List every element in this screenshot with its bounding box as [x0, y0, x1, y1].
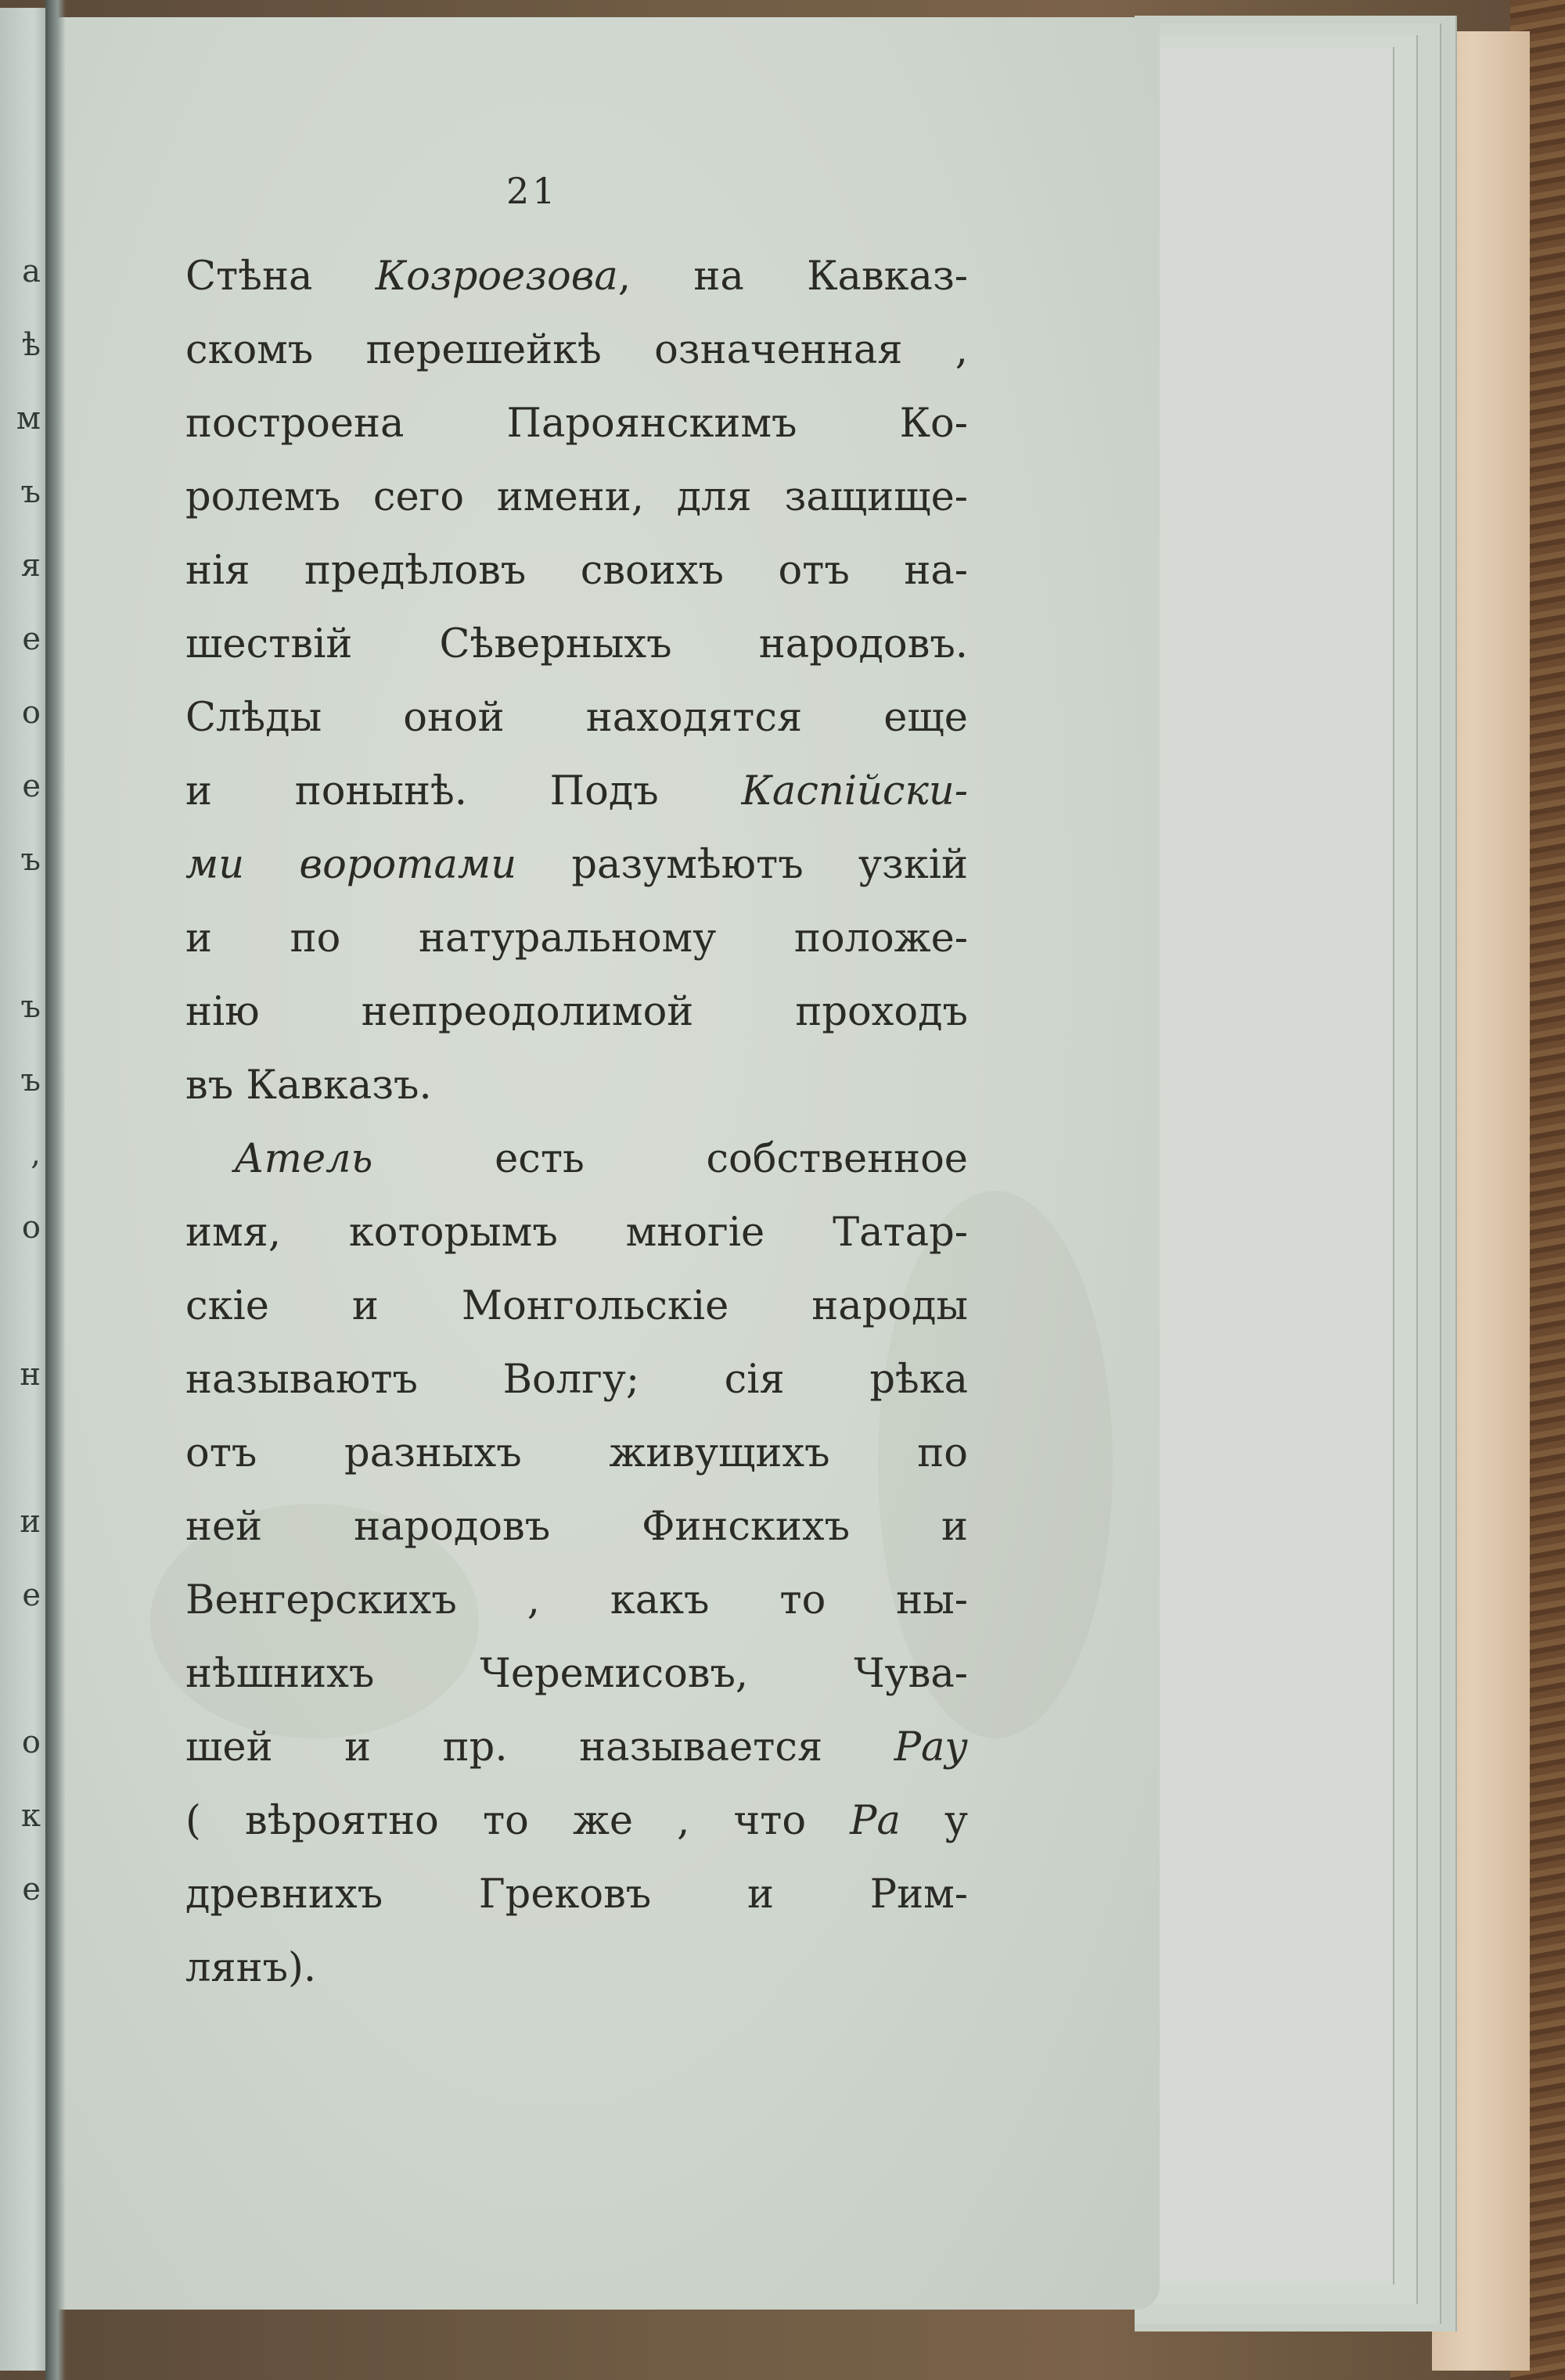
text-line [185, 387, 968, 461]
margin-letter: е [22, 1871, 41, 1907]
margin-letter: е [22, 1577, 41, 1613]
text-line [185, 1858, 968, 1932]
italic-term: Атель [234, 1136, 373, 1182]
text-line [185, 1711, 968, 1785]
text-run: и понынѣ. Подъ [185, 768, 742, 814]
margin-letter: а [22, 253, 41, 289]
text-line [185, 1932, 968, 2005]
margin-letter: ѣ [21, 327, 41, 363]
margin-letter: ъ [20, 842, 41, 878]
book-page [56, 17, 1160, 2310]
margin-letter: н [20, 1357, 41, 1393]
margin-letter: я [20, 548, 41, 584]
text-line [185, 1123, 968, 1196]
margin-letter: о [21, 695, 41, 731]
text-line [185, 314, 968, 387]
previous-page-margin-letters [0, 235, 47, 1926]
text-line [185, 681, 968, 755]
margin-letter: ъ [20, 474, 41, 510]
text-line [185, 1785, 968, 1858]
page-number: 21 [506, 170, 559, 212]
text-line [185, 608, 968, 681]
italic-term: Рау [894, 1724, 968, 1771]
margin-letter: к [21, 1798, 41, 1834]
text-run: , на Кавказ- [617, 253, 968, 300]
text-run: разумѣютъ узкій [516, 842, 968, 888]
margin-letter: и [20, 1504, 41, 1540]
text-line [185, 976, 968, 1049]
italic-term: Ра [850, 1798, 901, 1844]
text-run: имя, которымъ многіе Татар- [185, 1210, 968, 1256]
text-run: построена Пароянскимъ Ко- [185, 401, 968, 447]
margin-letter: ъ [20, 989, 41, 1025]
text-run: ролемъ сего имени, для защище- [185, 474, 968, 520]
page-text [185, 240, 968, 2005]
text-line [185, 755, 968, 829]
margin-letter: е [22, 621, 41, 657]
text-run: Слѣды оной находятся еще [185, 695, 968, 741]
text-run: у [900, 1798, 968, 1844]
page-edge [1135, 47, 1394, 2285]
previous-page-sliver [0, 8, 49, 2371]
text-run: ней народовъ Финскихъ и [185, 1504, 968, 1550]
margin-letter: о [21, 1724, 41, 1760]
text-line [185, 1049, 968, 1123]
margin-letter [0, 1632, 47, 1706]
text-line [185, 1343, 968, 1417]
text-run: Стѣна [185, 253, 376, 300]
margin-letter [0, 1411, 47, 1485]
text-line [185, 1490, 968, 1564]
text-line [185, 461, 968, 534]
text-line [185, 1417, 968, 1490]
margin-letter: м [16, 401, 41, 437]
text-run: лянъ). [185, 1945, 317, 1991]
margin-letter: о [21, 1210, 41, 1246]
text-line [185, 534, 968, 608]
text-line [185, 1564, 968, 1638]
text-run: скіе и Монгольскіе народы [185, 1283, 968, 1329]
text-run: и по натуральному положе- [185, 915, 968, 962]
text-run: нія предѣловъ своихъ отъ на- [185, 548, 968, 594]
margin-letter [0, 897, 47, 970]
text-run: есть собственное [372, 1136, 968, 1182]
text-line [185, 1638, 968, 1711]
margin-letter: ъ [20, 1062, 41, 1098]
italic-term: Козроезова [375, 253, 618, 300]
text-run: нѣшнихъ Черемисовъ, Чува- [185, 1651, 968, 1697]
text-line [185, 902, 968, 976]
text-line [185, 240, 968, 314]
text-run: скомъ перешейкѣ означенная , [185, 327, 968, 373]
text-line [185, 829, 968, 902]
text-line [185, 1270, 968, 1343]
text-run: нію непреодолимой проходъ [185, 989, 968, 1035]
text-run: шествій Сѣверныхъ народовъ. [185, 621, 968, 667]
text-run: древнихъ Грековъ и Рим- [185, 1871, 968, 1918]
italic-term: Каспійски- [741, 768, 968, 814]
margin-letter [0, 1264, 47, 1338]
text-run: отъ разныхъ живущихъ по [185, 1430, 968, 1476]
margin-letter: , [31, 1136, 41, 1172]
text-run: Венгерскихъ , какъ то ны- [185, 1577, 968, 1623]
gutter-shadow [45, 0, 66, 2380]
text-run: шей и пр. называется [185, 1724, 894, 1771]
text-line [185, 1196, 968, 1270]
italic-term: ми воротами [185, 842, 517, 888]
text-run: называютъ Волгу; сія рѣка [185, 1357, 968, 1403]
text-run: въ Кавказъ. [185, 1062, 432, 1109]
margin-letter: е [22, 768, 41, 804]
text-run: ( вѣроятно то же , что [185, 1798, 851, 1844]
